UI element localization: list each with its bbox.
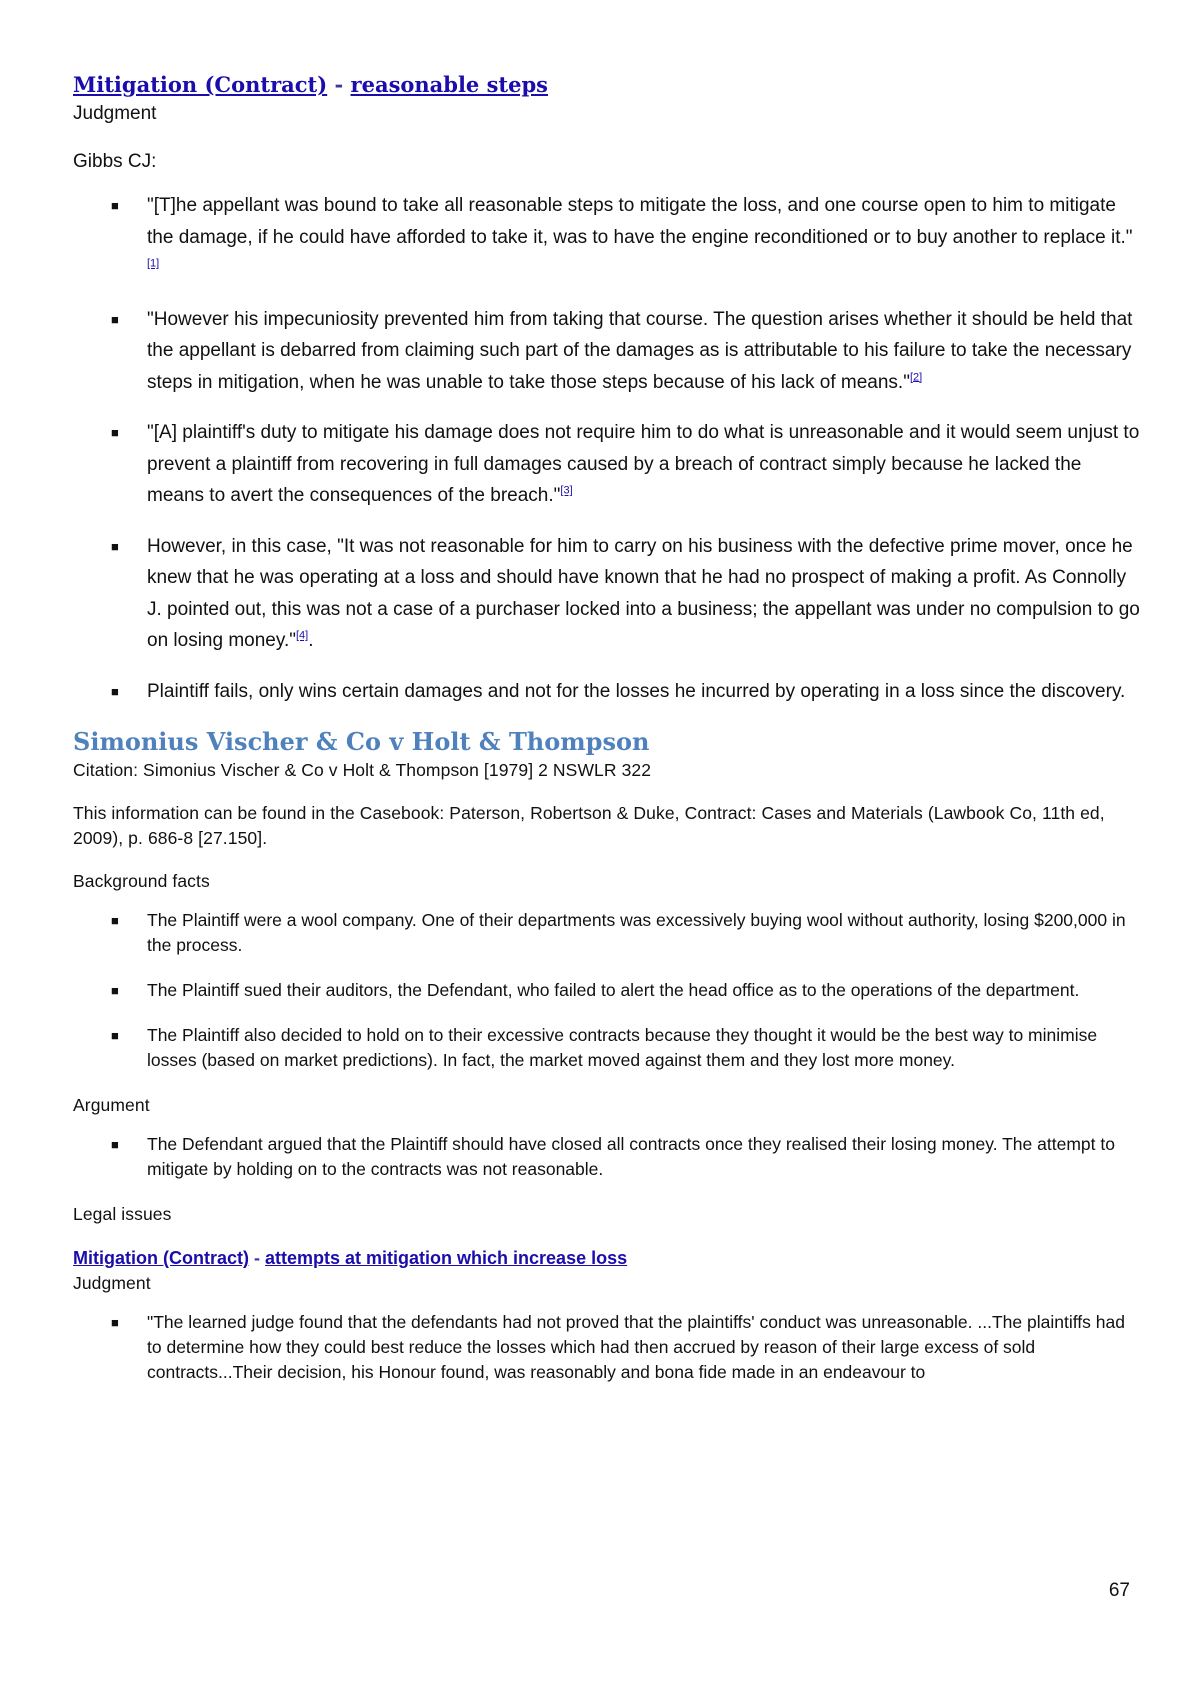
- list-item: [73, 676, 1143, 708]
- list-item: [73, 1132, 1143, 1182]
- bullet-icon: ■: [111, 538, 119, 554]
- list-item: [73, 190, 1143, 285]
- topic-separator: -: [254, 1248, 260, 1268]
- judgment-list: [73, 1310, 1143, 1385]
- casebook-note: This information can be found in the Casebook: Paterson, Robertson & Duke, Contract: Cases and Materials (Lawbook Co, 11th ed, 2009), p. 686-8 [27.150].: [73, 803, 1105, 848]
- argument-text: The Defendant argued that the Plaintiff should have closed all contracts once they realised their losing money. The attempt to mitigate by holding on to the contracts was not reasonable.: [147, 1134, 1115, 1179]
- bullet-icon: ■: [111, 198, 119, 213]
- quote-text: "[A] plaintiff's duty to mitigate his damage does not require him to do what is unreasonable and it would seem unjust to prevent a plaintiff from recovering in full damages caused by a breach of contract simply because he lacked the means to avert the consequences of the breach.": [147, 422, 1140, 506]
- bullet-icon: ■: [111, 983, 119, 998]
- footnote-link[interactable]: [1]: [147, 257, 160, 270]
- legal-topic-heading: [73, 1245, 1143, 1271]
- citation: Citation: Simonius Vischer & Co v Holt & Thompson [1979] 2 NSWLR 322: [73, 760, 652, 780]
- topic-link-mitigation[interactable]: Mitigation (Contract): [73, 72, 328, 97]
- legal-issues-label: Legal issues: [73, 1204, 172, 1224]
- list-item: [73, 417, 1143, 512]
- list-item: [73, 304, 1143, 399]
- quote-text: Plaintiff fails, only wins certain damages and not for the losses he incurred by operating in a loss since the discovery.: [147, 680, 1126, 702]
- footnote-link[interactable]: [3]: [560, 484, 573, 497]
- topic-link-attempts-at-mitigation[interactable]: attempts at mitigation which increase loss: [265, 1248, 628, 1268]
- document-page: [73, 70, 1143, 1405]
- bullet-icon: ■: [111, 311, 119, 327]
- list-item: [73, 1310, 1143, 1385]
- page-number: 67: [1108, 1580, 1130, 1601]
- topic-link-reasonable-steps[interactable]: reasonable steps: [350, 72, 548, 97]
- quote-text: "[T]he appellant was bound to take all reasonable steps to mitigate the loss, and one course open to him to mitigate the damage, if he could have afforded to take it, was to have the engine reconditioned or to buy another to replace it.": [147, 195, 1133, 248]
- legal-topic-heading: [73, 70, 1143, 100]
- list-item: [73, 531, 1143, 657]
- bullet-icon: ■: [111, 1315, 119, 1330]
- footnote-link[interactable]: [4]: [295, 629, 309, 642]
- bullet-icon: ■: [111, 1137, 119, 1152]
- fact-text: The Plaintiff also decided to hold on to their excessive contracts because they thought it would be the best way to minimise losses (based on market predictions). In fact, the market moved against them and they lost more money.: [147, 1025, 1098, 1070]
- bullet-icon: ■: [111, 425, 119, 440]
- judgment-label: Judgment: [73, 103, 157, 124]
- judgment-label: Judgment: [73, 1273, 151, 1293]
- argument-list: [73, 1132, 1143, 1182]
- topic-separator: -: [334, 72, 344, 97]
- judge-name: Gibbs CJ:: [73, 151, 157, 172]
- topic-link-mitigation[interactable]: Mitigation (Contract): [73, 1248, 249, 1268]
- trailing-text: .: [308, 630, 314, 651]
- bullet-icon: ■: [111, 913, 119, 928]
- argument-label: Argument: [73, 1095, 150, 1115]
- list-item: [73, 1023, 1143, 1073]
- quote-text: "However his impecuniosity prevented him from taking that course. The question arises whether it should be held that the appellant is debarred from claiming such part of the damages as is attributable to his failure to take the necessary steps in mitigation, when he was unable to take those steps because of his lack of means.": [147, 308, 1133, 393]
- fact-text: The Plaintiff sued their auditors, the Defendant, who failed to alert the head office as to the operations of the department.: [147, 980, 1080, 1000]
- judgment-quotes-list: [73, 190, 1143, 707]
- bullet-icon: ■: [111, 1028, 119, 1043]
- fact-text: The Plaintiff were a wool company. One of their departments was excessively buying wool without authority, losing $200,000 in the process.: [147, 910, 1126, 955]
- list-item: [73, 978, 1143, 1003]
- background-facts-list: [73, 908, 1143, 1073]
- quote-text: However, in this case, "It was not reasonable for him to carry on his business with the defective prime mover, once he knew that he was operating at a loss and should have known that he had no prospect of making a profit. As Connolly J. pointed out, this was not a case of a purchaser locked into a business; the appellant was under no compulsion to go on losing money.": [147, 535, 1140, 651]
- background-label: Background facts: [73, 871, 210, 891]
- bullet-icon: ■: [111, 683, 119, 699]
- quote-text: "The learned judge found that the defendants had not proved that the plaintiffs' conduct was unreasonable. ...The plaintiffs had to determine how they could best reduce the losses which had then accrued by reason of their large excess of sold contracts...Their decision, his Honour found, was reasonably and bona fide made in an endeavour to: [147, 1312, 1125, 1382]
- list-item: [73, 908, 1143, 958]
- case-title: Simonius Vischer & Co v Holt & Thompson: [73, 727, 650, 756]
- footnote-link[interactable]: [2]: [909, 371, 923, 384]
